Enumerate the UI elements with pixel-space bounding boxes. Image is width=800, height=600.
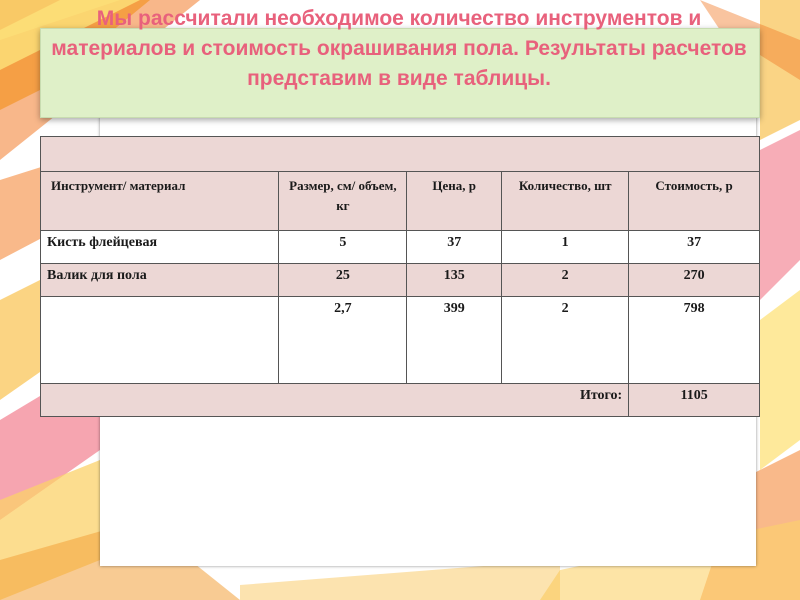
total-value: 1105 (629, 384, 760, 417)
cell-quantity: 2 (502, 297, 629, 384)
total-label: Итого: (41, 384, 629, 417)
cost-table (40, 136, 760, 417)
cell-size: 2,7 (279, 297, 407, 384)
cell-cost: 270 (629, 264, 760, 297)
table-row (41, 231, 760, 264)
cell-item (41, 297, 279, 384)
slide-title: Мы рассчитали необходимое количество инструментов и материалов и стоимость окрашивания пола. Результаты расчетов представим в виде таблицы. (51, 7, 747, 90)
header-item: Инструмент/ материал (41, 172, 279, 231)
cell-size: 25 (279, 264, 407, 297)
table-row (41, 264, 760, 297)
table-empty-cell (41, 137, 760, 172)
table-empty-header-row (41, 137, 760, 172)
cell-cost: 798 (629, 297, 760, 384)
cell-quantity: 1 (502, 231, 629, 264)
cell-price: 37 (407, 231, 502, 264)
cell-price: 135 (407, 264, 502, 297)
cell-cost: 37 (629, 231, 760, 264)
cell-size: 5 (279, 231, 407, 264)
cell-item: Кисть флейцевая (41, 231, 279, 264)
header-price: Цена, р (407, 172, 502, 231)
header-cost: Стоимость, р (629, 172, 760, 231)
table-total-row (41, 384, 760, 417)
table-header-row (41, 172, 760, 231)
header-size: Размер, см/ объем, кг (279, 172, 407, 231)
cell-item: Валик для пола (41, 264, 279, 297)
header-quantity: Количество, шт (502, 172, 629, 231)
cell-price: 399 (407, 297, 502, 384)
cell-quantity: 2 (502, 264, 629, 297)
table-row (41, 297, 760, 384)
